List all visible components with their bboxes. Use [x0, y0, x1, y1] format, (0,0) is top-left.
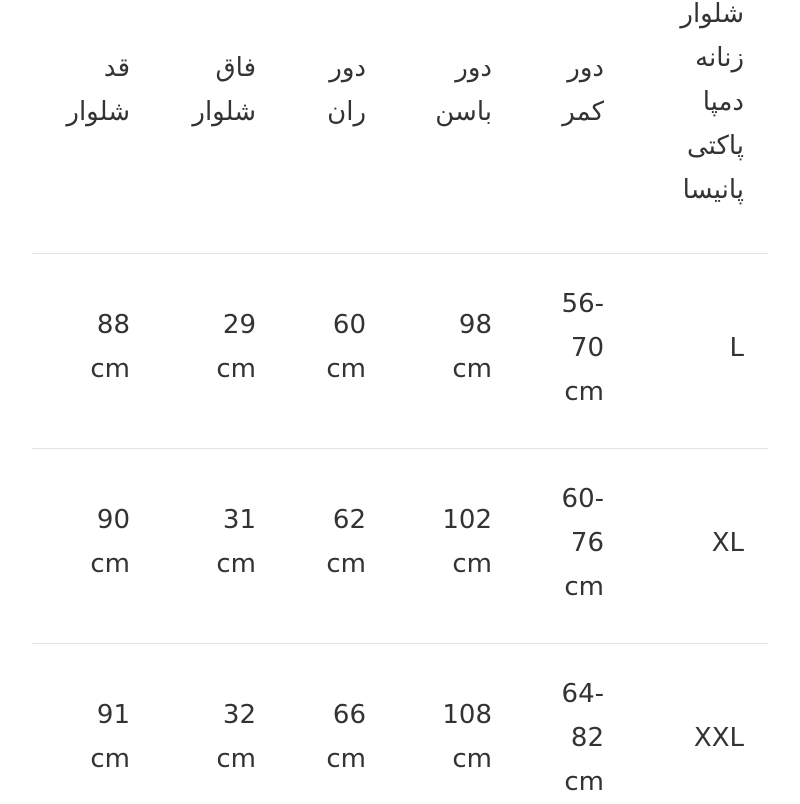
thigh-value-line: cm [326, 744, 366, 774]
waist-value-line: 56- [561, 289, 604, 319]
header-hip-line: دور [455, 53, 492, 83]
header-waist [562, 46, 604, 134]
hip-value-line: 98 [458, 310, 492, 340]
hip-value-line: cm [452, 354, 492, 384]
hip-value [452, 303, 492, 391]
header-length [66, 46, 130, 134]
length-value [90, 303, 130, 391]
thigh-value-line: cm [326, 549, 366, 579]
waist-value-line: cm [564, 572, 604, 602]
hip-value-line: 102 [442, 505, 492, 535]
header-length-line: قد [103, 53, 130, 83]
length-value-line: 88 [96, 310, 130, 340]
waist-value [562, 477, 604, 609]
hem-value-line: 29 [222, 310, 256, 340]
header-length-line: شلوار [66, 97, 130, 127]
row-divider [32, 643, 768, 644]
waist-value [562, 282, 604, 414]
thigh-value-line: 60 [332, 310, 366, 340]
length-value-line: 90 [96, 505, 130, 535]
length-value [90, 693, 130, 781]
waist-value-line: cm [564, 377, 604, 407]
header-hem-line: شلوار [192, 97, 256, 127]
header-hem [192, 46, 256, 134]
hem-value [216, 303, 256, 391]
hem-value-line: 32 [222, 700, 256, 730]
hip-value-line: cm [452, 549, 492, 579]
length-value-line: cm [90, 549, 130, 579]
header-hip [435, 46, 492, 134]
hip-value-line: 108 [442, 700, 492, 730]
waist-value-line: 82 [570, 723, 604, 753]
thigh-value [326, 498, 366, 586]
header-product-line: پانیسا [682, 175, 744, 205]
header-product-line: پاکتی [686, 131, 744, 161]
size-label: XXL [693, 723, 744, 753]
header-thigh-line: ران [327, 97, 366, 127]
hip-value [442, 693, 492, 781]
header-product [680, 0, 744, 212]
thigh-value-line: cm [326, 354, 366, 384]
size-label: L [729, 333, 744, 363]
length-value [90, 498, 130, 586]
hem-value-line: 31 [222, 505, 256, 535]
waist-value [562, 672, 604, 804]
length-value-line: 91 [96, 700, 130, 730]
header-waist-line: دور [567, 53, 604, 83]
thigh-value-line: 66 [332, 700, 366, 730]
header-product-line: دمپا [702, 87, 744, 117]
waist-value-line: cm [564, 767, 604, 797]
size-label: XL [711, 528, 744, 558]
row-divider [32, 253, 768, 254]
length-value-line: cm [90, 354, 130, 384]
header-product-line: زنانه [695, 43, 744, 73]
waist-value-line: 76 [570, 528, 604, 558]
hem-value [216, 498, 256, 586]
header-product-line: شلوار [680, 0, 744, 29]
thigh-value [326, 693, 366, 781]
waist-value-line: 70 [570, 333, 604, 363]
header-waist-line: کمر [562, 97, 604, 127]
hem-value-line: cm [216, 744, 256, 774]
hem-value [216, 693, 256, 781]
header-thigh-line: دور [329, 53, 366, 83]
hip-value-line: cm [452, 744, 492, 774]
header-hem-line: فاق [215, 53, 256, 83]
waist-value-line: 60- [561, 484, 604, 514]
length-value-line: cm [90, 744, 130, 774]
hem-value-line: cm [216, 549, 256, 579]
thigh-value-line: 62 [332, 505, 366, 535]
header-thigh [327, 46, 366, 134]
header-hip-line: باسن [435, 97, 492, 127]
thigh-value [326, 303, 366, 391]
row-divider [32, 448, 768, 449]
waist-value-line: 64- [561, 679, 604, 709]
hem-value-line: cm [216, 354, 256, 384]
size-table [32, 0, 768, 800]
hip-value [442, 498, 492, 586]
